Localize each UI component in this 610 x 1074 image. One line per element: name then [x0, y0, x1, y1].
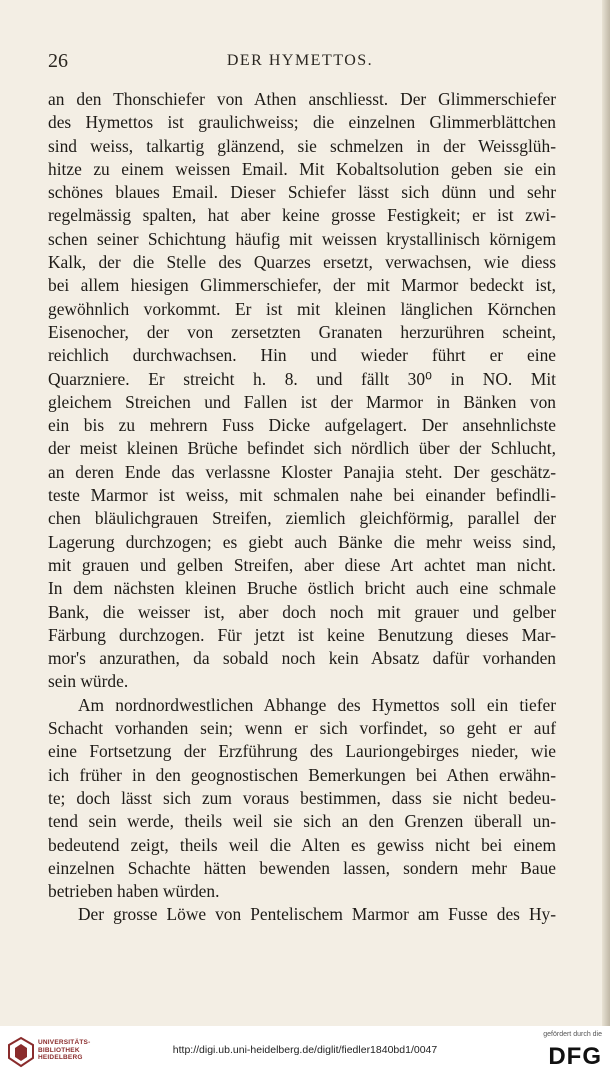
text-line: hitze zu einem weissen Email. Mit Kobaltsolution geben sie ein	[48, 158, 556, 179]
page-edge	[602, 0, 610, 1026]
text-line: tend sein werde, theils weil sie sich an den Grenzen überall un-	[48, 811, 556, 832]
text-line: schönes blaues Email. Dieser Schiefer lässt sich dünn und sehr	[48, 182, 556, 203]
text-line: reichlich durchwachsen. Hin und wieder führt er eine	[48, 345, 556, 366]
text-line: des Hymettos ist graulichweiss; die einzelnen Glimmerblättchen	[48, 112, 556, 133]
text-line: Eisenocher, der von zersetzten Granaten herzurühren scheint,	[48, 321, 556, 342]
text-line: Kalk, der die Stelle des Quarzes ersetzt, verwachsen, wie diess	[48, 252, 556, 273]
text-line: an deren Ende das verlassne Kloster Panajia steht. Der geschätz-	[48, 461, 556, 482]
text-line: Der grosse Löwe von Pentelischem Marmor am Fusse des Hy-	[78, 904, 556, 925]
text-line: sein würde.	[48, 671, 129, 692]
text-line: sind weiss, talkartig glänzend, sie schmelzen in der Weissglüh-	[48, 135, 556, 156]
viewer-footer	[0, 1026, 610, 1074]
text-line: mit grauen und gelben Streifen, aber diese Art achtet man nicht.	[48, 554, 556, 575]
library-name-line: BIBLIOTHEK	[38, 1046, 80, 1054]
text-line: chen bläulichgrauen Streifen, ziemlich gleichförmig, parallel der	[48, 508, 556, 529]
running-title: DER HYMETTOS.	[226, 52, 374, 69]
text-line: Bank, die weisser ist, aber doch noch mit grauer und gelber	[48, 601, 556, 622]
text-line: teste Marmor ist weiss, mit schmalen nahe bei einander befindli-	[48, 485, 556, 506]
permalink[interactable]: http://digi.ub.uni-heidelberg.de/diglit/fiedler1840bd1/0047	[172, 1044, 438, 1056]
text-line: Am nordnordwestlichen Abhange des Hymettos soll ein tiefer	[78, 694, 556, 715]
text-line: schen seiner Schichtung häufig mit weissen krystallinisch körnigem	[48, 228, 556, 249]
text-line: gleichem Streichen und Fallen ist der Marmor in Bänken von	[48, 391, 556, 412]
body-text	[48, 88, 556, 927]
text-line: Schacht vorhanden sein; wenn er sich vorfindet, so geht er auf	[48, 718, 556, 739]
text-line: Lagerung durchzogen; es giebt auch Bänke die mehr weiss sind,	[48, 531, 556, 552]
text-line: bedeutend zeigt, theils weil die Alten es gewiss nicht bei einem	[48, 834, 556, 855]
text-line: In dem nächsten kleinen Bruche östlich bricht auch eine schmale	[48, 578, 556, 599]
text-line: Färbung durchzogen. Für jetzt ist keine Benutzung dieses Mar-	[48, 624, 556, 645]
text-line: gewöhnlich vorkommt. Er ist mit kleinen länglichen Körnchen	[48, 298, 556, 319]
text-line: ein bis zu mehrern Fuss Dicke aufgelagert. Der ansehnlichste	[48, 415, 556, 436]
text-line: ich früher in den geognostischen Bemerkungen bei Athen erwähn-	[48, 764, 556, 785]
page-header	[48, 46, 552, 76]
text-line: betrieben haben würden.	[48, 881, 220, 902]
text-line: bei allem hiesigen Glimmerschiefer, der mit Marmor bedeckt ist,	[48, 275, 556, 296]
text-line: Quarzniere. Er streicht h. 8. und fällt 30⁰ in NO. Mit	[48, 368, 556, 389]
funding-note: gefördert durch die	[543, 1031, 602, 1038]
text-line: mor's anzurathen, da sobald noch kein Absatz dafür vorhanden	[48, 648, 556, 669]
page-number: 26	[48, 50, 68, 72]
text-line: te; doch lässt sich zum voraus bestimmen, dass sie nicht bedeu-	[48, 787, 556, 808]
text-line: eine Fortsetzung der Erzführung des Lauriongebirges nieder, wie	[48, 741, 556, 762]
text-line: einzelnen Schachte hätten bewenden lassen, sondern mehr Baue	[48, 857, 556, 878]
text-line: regelmässig spalten, hat aber keine grosse Festigkeit; er ist zwi-	[48, 205, 556, 226]
text-line: an den Thonschiefer von Athen anschliesst. Der Glimmerschiefer	[48, 89, 556, 109]
library-name-line: UNIVERSITÄTS-	[38, 1039, 91, 1046]
library-name-line: HEIDELBERG	[38, 1054, 83, 1061]
text-line: der meist kleinen Brüche befindet sich nördlich über der Schlucht,	[48, 438, 556, 459]
dfg-logo: DFG	[548, 1043, 602, 1070]
